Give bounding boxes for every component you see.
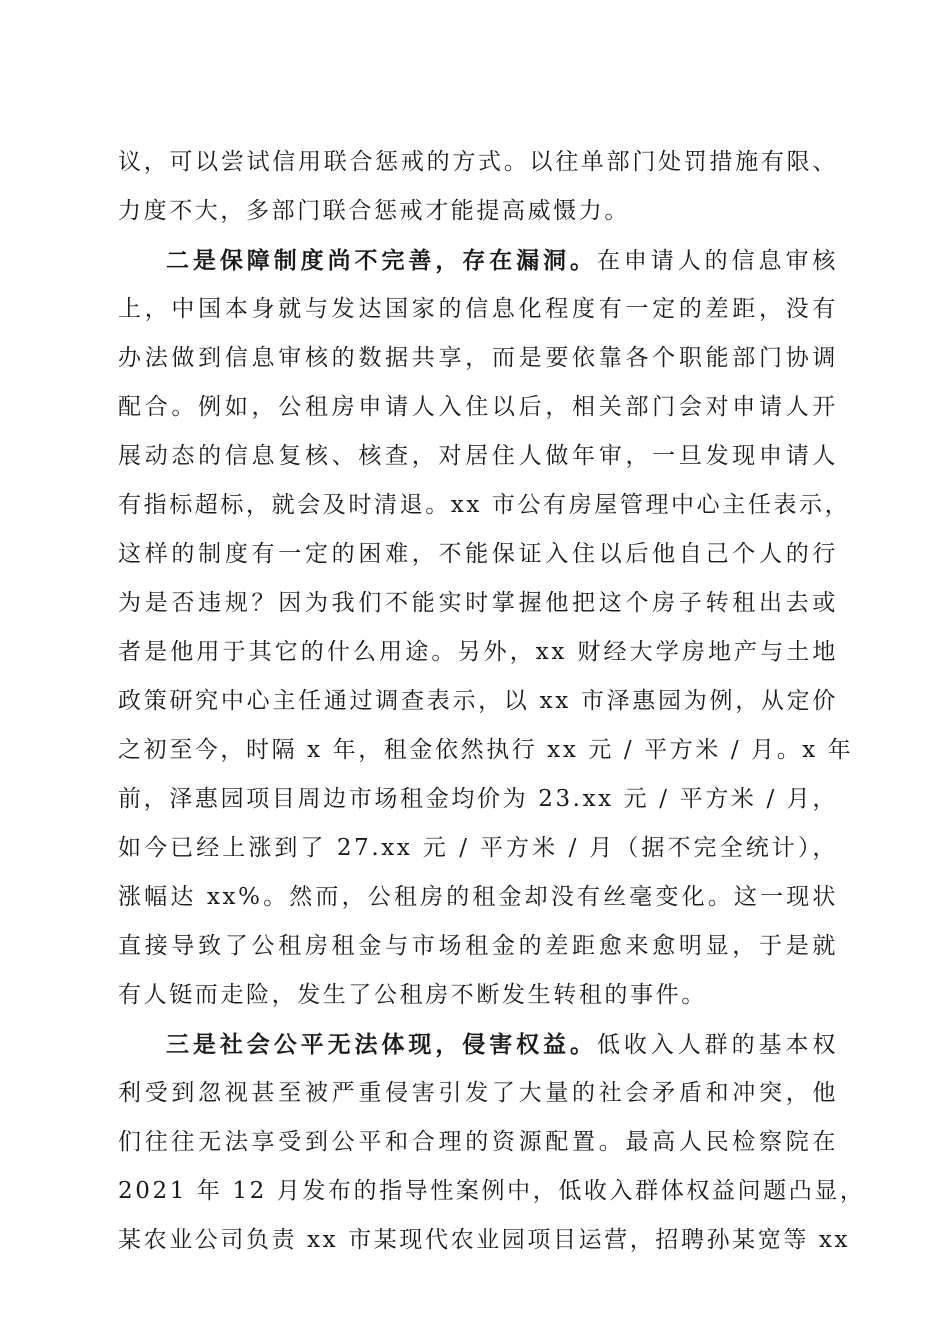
line-text: 上，中国本身就与发达国家的信息化程度有一定的差距，没有 <box>118 296 838 322</box>
line-text: 2021 年 12 月发布的指导性案例中，低收入群体权益问题凸显， <box>118 1178 866 1204</box>
text-line-17 <box>118 922 838 971</box>
text-line-5 <box>118 334 838 383</box>
line-text: 直接导致了公租房租金与市场租金的差距愈来愈明显，于是就 <box>118 933 838 959</box>
text-line-23 <box>118 1216 851 1265</box>
line-text: 议，可以尝试信用联合惩戒的方式。以往单部门处罚措施有限、 <box>118 149 838 175</box>
text-line-6 <box>118 383 838 432</box>
line-text: 政策研究中心主任通过调查表示，以 xx 市泽惠园为例，从定价 <box>118 688 838 714</box>
text-line-16 <box>118 873 838 922</box>
heading-text: 二是保障制度尚不完善，存在漏洞。 <box>166 247 597 274</box>
text-line-18 <box>118 971 838 1020</box>
line-text: 配合。例如，公租房申请人入住以后，相关部门会对申请人开 <box>118 394 838 420</box>
text-line-12 <box>118 677 838 726</box>
line-text: 展动态的信息复核、核查，对居住人做年审，一旦发现申请人 <box>118 443 838 469</box>
line-text: 低收入人群的基本权 <box>596 1032 838 1058</box>
text-line-7 <box>118 432 838 481</box>
text-line-4 <box>118 285 838 334</box>
line-text: 有指标超标，就会及时清退。xx 市公有房屋管理中心主任表示， <box>118 492 851 518</box>
line-text: 在申请人的信息审核 <box>596 248 838 274</box>
text-line-14 <box>118 775 838 824</box>
text-line-10 <box>118 579 838 628</box>
text-line-1 <box>118 138 838 187</box>
text-line-20 <box>118 1069 838 1118</box>
text-line-13 <box>118 726 854 775</box>
line-text: 办法做到信息审核的数据共享，而是要依靠各个职能部门协调 <box>118 345 838 371</box>
line-text: 力度不大，多部门联合惩戒才能提高威慑力。 <box>118 198 630 224</box>
line-text: 们往往无法享受到公平和合理的资源配置。最高人民检察院在 <box>118 1129 838 1155</box>
line-text: 有人铤而走险，发生了公租房不断发生转租的事件。 <box>118 982 707 1008</box>
text-line-15 <box>118 824 838 873</box>
line-text: 者是他用于其它的什么用途。另外，xx 财经大学房地产与土地 <box>118 639 838 665</box>
body-text <box>118 138 866 1265</box>
line-text: 之初至今，时隔 x 年，租金依然执行 xx 元 / 平方米 / 月。x 年 <box>118 737 854 763</box>
line-text: 利受到忽视甚至被严重侵害引发了大量的社会矛盾和冲突，他 <box>118 1080 838 1106</box>
line-text: 某农业公司负责 xx 市某现代农业园项目运营，招聘孙某宽等 xx <box>118 1227 851 1253</box>
text-line-19 <box>118 1020 838 1069</box>
text-line-3 <box>118 236 838 285</box>
text-line-9 <box>118 530 838 579</box>
text-line-22 <box>118 1167 866 1216</box>
line-text: 涨幅达 xx%。然而，公租房的租金却没有丝毫变化。这一现状 <box>118 884 838 910</box>
text-line-21 <box>118 1118 838 1167</box>
text-line-8 <box>118 481 851 530</box>
text-line-2 <box>118 187 838 236</box>
heading-text: 三是社会公平无法体现，侵害权益。 <box>166 1031 597 1058</box>
text-line-11 <box>118 628 838 677</box>
line-text: 这样的制度有一定的困难，不能保证入住以后他自己个人的行 <box>118 541 838 567</box>
line-text: 如今已经上涨到了 27.xx 元 / 平方米 / 月（据不完全统计）， <box>118 835 838 861</box>
line-text: 前，泽惠园项目周边市场租金均价为 23.xx 元 / 平方米 / 月， <box>118 786 838 812</box>
line-text: 为是否违规？因为我们不能实时掌握他把这个房子转租出去或 <box>118 590 838 616</box>
